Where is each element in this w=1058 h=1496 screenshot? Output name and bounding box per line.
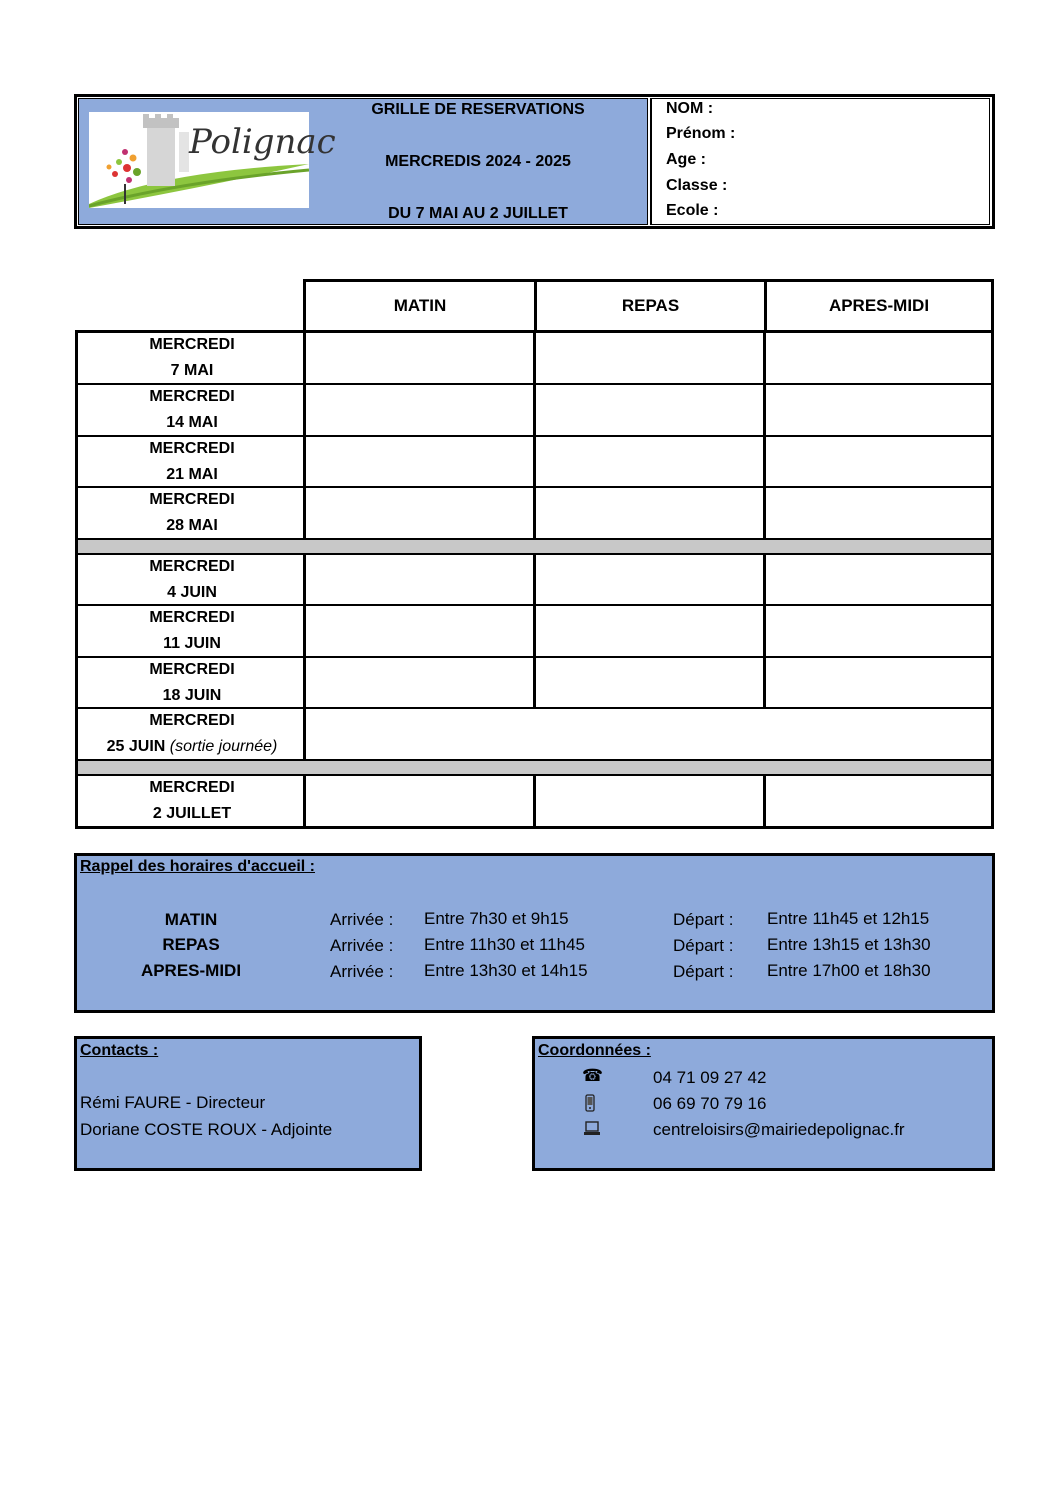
polignac-logo	[89, 112, 336, 208]
mobile-number: 06 69 70 79 16	[653, 1094, 767, 1113]
coordinates-title: Coordonnées :	[538, 1042, 651, 1059]
arrival-time: Entre 13h30 et 14h15	[424, 961, 588, 980]
schedule-label: MATIN	[164, 910, 218, 929]
day-date: 2 JUILLET	[152, 805, 232, 822]
apres-midi-checkbox-cell[interactable]	[766, 555, 991, 604]
day-name: MERCREDI	[149, 609, 235, 626]
day-label	[75, 606, 306, 658]
arrival-time: Entre 11h30 et 11h45	[424, 935, 586, 954]
repas-checkbox-cell[interactable]	[536, 776, 763, 826]
day-label	[75, 776, 306, 829]
schedule-reminder-box	[74, 853, 995, 1013]
matin-checkbox-cell[interactable]	[306, 606, 533, 656]
column-header-repas: REPAS	[534, 279, 764, 333]
contact-deputy: Doriane COSTE ROUX - Adjointe	[80, 1120, 333, 1139]
departure-label: Départ :	[673, 936, 734, 955]
schedule-label: APRES-MIDI	[140, 961, 242, 980]
schedule-label: REPAS	[162, 935, 220, 954]
repas-checkbox-cell[interactable]	[536, 606, 763, 656]
column-header-matin: MATIN	[303, 279, 534, 333]
matin-checkbox-cell[interactable]	[306, 333, 533, 383]
departure-time: Entre 11h45 et 12h15	[767, 909, 930, 928]
apres-midi-checkbox-cell[interactable]	[766, 776, 991, 826]
month-separator	[75, 761, 994, 776]
day-date	[107, 734, 278, 760]
repas-checkbox-cell[interactable]	[536, 437, 763, 486]
form-period: DU 7 MAI AU 2 JUILLET	[388, 205, 568, 222]
day-name: MERCREDI	[149, 779, 235, 796]
matin-checkbox-cell[interactable]	[306, 488, 533, 538]
apres-midi-checkbox-cell[interactable]	[766, 488, 991, 538]
day-date: 28 MAI	[166, 517, 218, 534]
day-note: (sortie journée)	[169, 738, 278, 755]
repas-checkbox-cell[interactable]	[536, 488, 763, 538]
arrival-label: Arrivée :	[330, 962, 394, 981]
reservation-block-juin	[303, 555, 994, 761]
column-header-apres-midi: APRES-MIDI	[764, 279, 994, 333]
computer-icon	[583, 1121, 601, 1137]
apres-midi-checkbox-cell[interactable]	[766, 658, 991, 707]
departure-label: Départ :	[673, 910, 734, 929]
repas-checkbox-cell[interactable]	[536, 385, 763, 435]
day-label	[75, 658, 306, 709]
contact-director: Rémi FAURE - Directeur	[80, 1093, 266, 1112]
apres-midi-checkbox-cell[interactable]	[766, 606, 991, 656]
age-label: Age :	[666, 151, 706, 168]
contact-email[interactable]: centreloisirs@mairiedepolignac.fr	[653, 1120, 905, 1139]
landline-number: 04 71 09 27 42	[653, 1068, 767, 1087]
day-name: MERCREDI	[149, 388, 235, 405]
day-name: MERCREDI	[149, 712, 235, 729]
matin-checkbox-cell[interactable]	[306, 555, 533, 604]
matin-checkbox-cell[interactable]	[306, 437, 533, 486]
logo-text: Polignac	[189, 122, 336, 162]
full-day-cell[interactable]	[306, 709, 991, 759]
mobile-icon	[585, 1094, 595, 1112]
form-title: GRILLE DE RESERVATIONS	[371, 101, 585, 118]
day-label	[75, 437, 306, 488]
day-date: 14 MAI	[166, 414, 218, 431]
matin-checkbox-cell[interactable]	[306, 385, 533, 435]
prenom-label: Prénom :	[666, 125, 736, 142]
nom-label: NOM :	[666, 100, 714, 117]
day-date-main: 25 JUIN	[106, 738, 170, 755]
day-date: 11 JUIN	[163, 635, 221, 652]
reservation-block-juillet	[303, 776, 994, 829]
departure-label: Départ :	[673, 962, 734, 981]
day-label	[75, 709, 306, 761]
day-date: 7 MAI	[170, 362, 214, 379]
day-date: 21 MAI	[166, 465, 218, 483]
phone-icon: ☎	[582, 1066, 604, 1086]
apres-midi-checkbox-cell[interactable]	[766, 333, 991, 383]
day-label	[75, 488, 306, 540]
classe-label: Classe :	[666, 177, 728, 194]
ecole-label: Ecole :	[666, 202, 719, 219]
departure-time: Entre 13h15 et 13h30	[767, 935, 931, 954]
day-name: MERCREDI	[149, 660, 235, 678]
apres-midi-checkbox-cell[interactable]	[766, 385, 991, 435]
day-label	[75, 385, 306, 437]
contacts-title: Contacts :	[80, 1042, 159, 1059]
reservation-block-mai	[303, 333, 994, 540]
day-name: MERCREDI	[149, 491, 235, 508]
apres-midi-checkbox-cell[interactable]	[766, 437, 991, 486]
repas-checkbox-cell[interactable]	[536, 555, 763, 604]
form-subtitle: MERCREDIS 2024 - 2025	[385, 153, 571, 170]
repas-checkbox-cell[interactable]	[536, 658, 763, 707]
matin-checkbox-cell[interactable]	[306, 776, 533, 826]
arrival-label: Arrivée :	[330, 936, 394, 955]
day-name: MERCREDI	[149, 336, 235, 353]
day-label	[75, 333, 306, 385]
repas-checkbox-cell[interactable]	[536, 333, 763, 383]
schedule-reminder-title: Rappel des horaires d'accueil :	[80, 858, 315, 875]
departure-time: Entre 17h00 et 18h30	[767, 961, 931, 980]
day-name: MERCREDI	[149, 557, 235, 575]
arrival-label: Arrivée :	[330, 910, 394, 929]
day-date: 18 JUIN	[162, 686, 222, 704]
day-date: 4 JUIN	[167, 583, 217, 601]
day-label	[75, 555, 306, 606]
day-name: MERCREDI	[149, 439, 235, 457]
arrival-time: Entre 7h30 et 9h15	[424, 909, 569, 928]
matin-checkbox-cell[interactable]	[306, 658, 533, 707]
